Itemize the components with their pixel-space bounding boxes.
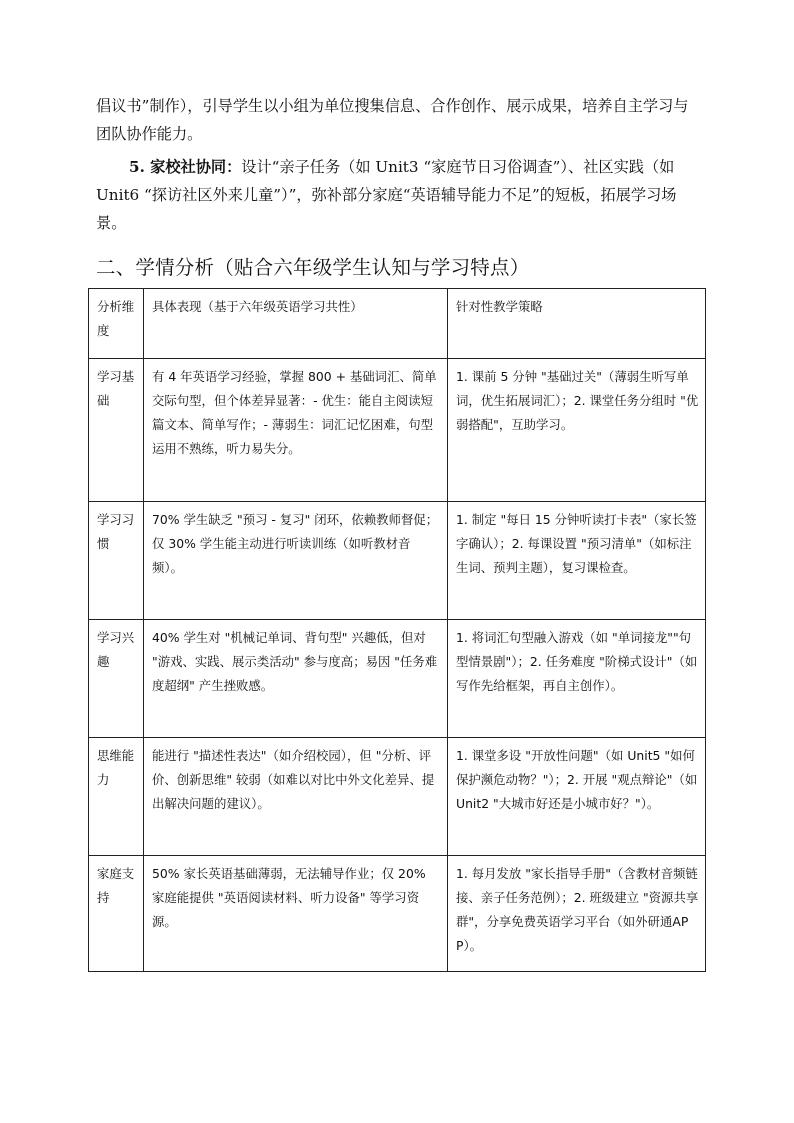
cell-strategy: 1. 课堂多设 "开放性问题"（如 Unit5 "如何保护濒危动物？"）；2. 开展 "观点辩论"（如 Unit2 "大城市好还是小城市好？"）。 — [448, 738, 706, 856]
paragraph-home-school-collaboration — [96, 153, 702, 237]
cell-dimension: 学习基础 — [89, 359, 144, 502]
cell-strategy: 1. 每月发放 "家长指导手册"（含教材音频链接、亲子任务范例）；2. 班级建立 "资源共享群"，分享免费英语学习平台（如外研通APP）。 — [448, 856, 706, 972]
cell-performance: 40% 学生对 "机械记单词、背句型" 兴趣低，但对 "游戏、实践、展示类活动" 参与度高；易因 "任务难度超纲" 产生挫败感。 — [144, 620, 448, 738]
header-dimension: 分析维度 — [89, 289, 144, 359]
cell-strategy: 1. 将词汇句型融入游戏（如 "单词接龙""句型情景剧"）；2. 任务难度 "阶梯式设计"（如写作先给框架，再自主创作）。 — [448, 620, 706, 738]
table-row — [89, 502, 706, 620]
header-performance: 具体表现（基于六年级英语学习共性） — [144, 289, 448, 359]
table-row — [89, 856, 706, 972]
paragraph-continued: 倡议书”制作），引导学生以小组为单位搜集信息、合作创作、展示成果，培养自主学习与团队协作能力。 — [96, 97, 689, 143]
section-title: 二、学情分析（贴合六年级学生认知与学习特点） — [96, 256, 530, 279]
table-row — [89, 738, 706, 856]
cell-dimension: 学习兴趣 — [89, 620, 144, 738]
cell-performance: 50% 家长英语基础薄弱，无法辅导作业；仅 20% 家庭能提供 "英语阅读材料、听力设备" 等学习资源。 — [144, 856, 448, 972]
cell-dimension: 学习习惯 — [89, 502, 144, 620]
cell-dimension: 思维能力 — [89, 738, 144, 856]
header-strategy: 针对性教学策略 — [448, 289, 706, 359]
table-header-row — [89, 289, 706, 359]
cell-performance: 70% 学生缺乏 "预习 - 复习" 闭环，依赖教师督促；仅 30% 学生能主动进行听读训练（如听教材音频）。 — [144, 502, 448, 620]
paragraph-body: 设计“亲子任务（如 Unit3 “家庭节日习俗调查”）、社区实践（如 Unit6 “探访社区外来儿童”）”，弥补部分家庭“英语辅导能力不足”的短板，拓展学习场景。 — [96, 158, 677, 232]
cell-strategy: 1. 课前 5 分钟 "基础过关"（薄弱生听写单词，优生拓展词汇）；2. 课堂任务分组时 "优弱搭配"，互助学习。 — [448, 359, 706, 502]
cell-dimension: 家庭支持 — [89, 856, 144, 972]
cell-performance: 能进行 "描述性表达"（如介绍校园），但 "分析、评价、创新思维" 较弱（如难以对比中外文化差异、提出解决问题的建议）。 — [144, 738, 448, 856]
cell-strategy: 1. 制定 "每日 15 分钟听读打卡表"（家长签字确认）；2. 每课设置 "预习清单"（如标注生词、预判主题），复习课检查。 — [448, 502, 706, 620]
table-row — [89, 359, 706, 502]
cell-performance: 有 4 年英语学习经验，掌握 800 + 基础词汇、简单交际句型，但个体差异显著：- 优生：能自主阅读短篇文本、简单写作；- 薄弱生：词汇记忆困难，句型运用不熟练，听力易失分。 — [144, 359, 448, 502]
table-row — [89, 620, 706, 738]
paragraph-label: 5. 家校社协同： — [129, 158, 242, 176]
learner-analysis-table — [88, 288, 706, 972]
